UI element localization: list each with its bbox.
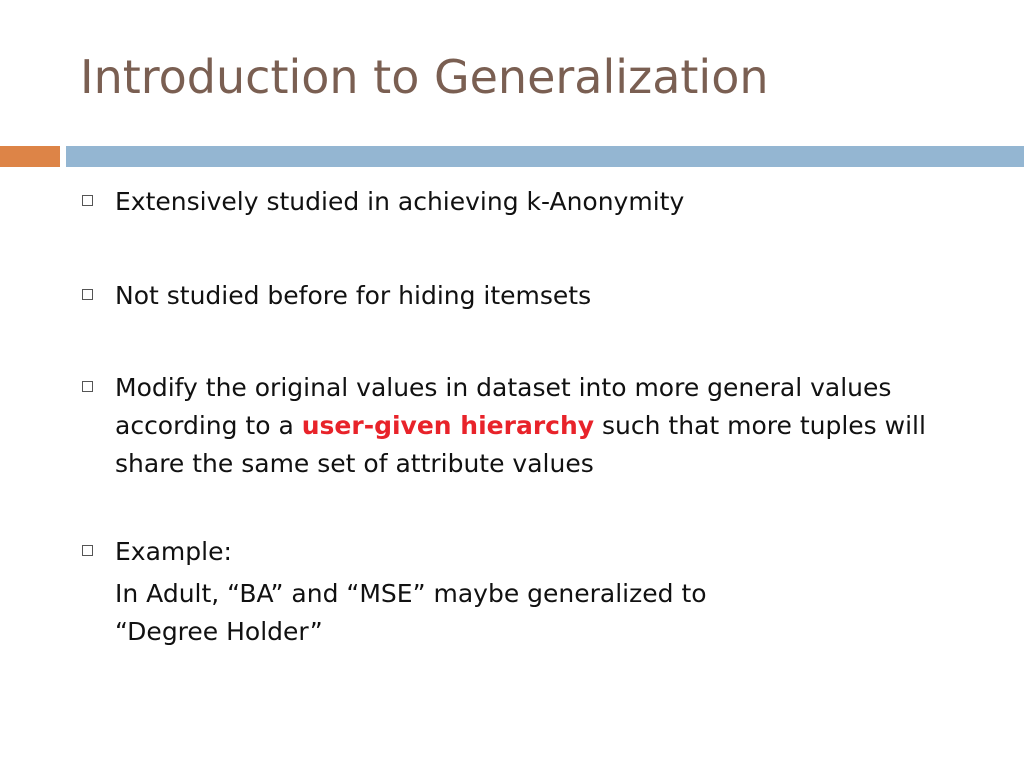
square-bullet-icon — [82, 289, 93, 300]
bullet-text-before: Modify the original values in dataset into more general values according to a — [115, 373, 892, 440]
slide-title: Introduction to Generalization — [80, 50, 769, 104]
highlight-text: user-given hierarchy — [301, 411, 595, 440]
square-bullet-icon — [82, 195, 93, 206]
bullet-item — [82, 369, 982, 483]
square-bullet-icon — [82, 545, 93, 556]
square-bullet-icon — [82, 381, 93, 392]
example-line-2: “Degree Holder” — [115, 617, 323, 646]
bullet-text: Not studied before for hiding itemsets — [115, 281, 592, 310]
bullet-text: Extensively studied in achieving k-Anonymity — [115, 187, 685, 216]
bullet-text-after: such that more tuples will share the same set of attribute values — [115, 411, 926, 478]
accent-bar-orange — [0, 146, 60, 167]
example-line-1: In Adult, “BA” and “MSE” maybe generalized to — [115, 579, 707, 608]
bullet-text: Example: — [115, 537, 232, 566]
accent-bar-blue — [66, 146, 1024, 167]
bullet-list — [82, 183, 982, 651]
bullet-item — [82, 533, 982, 651]
bullet-item — [82, 183, 982, 221]
bullet-item — [82, 277, 982, 315]
